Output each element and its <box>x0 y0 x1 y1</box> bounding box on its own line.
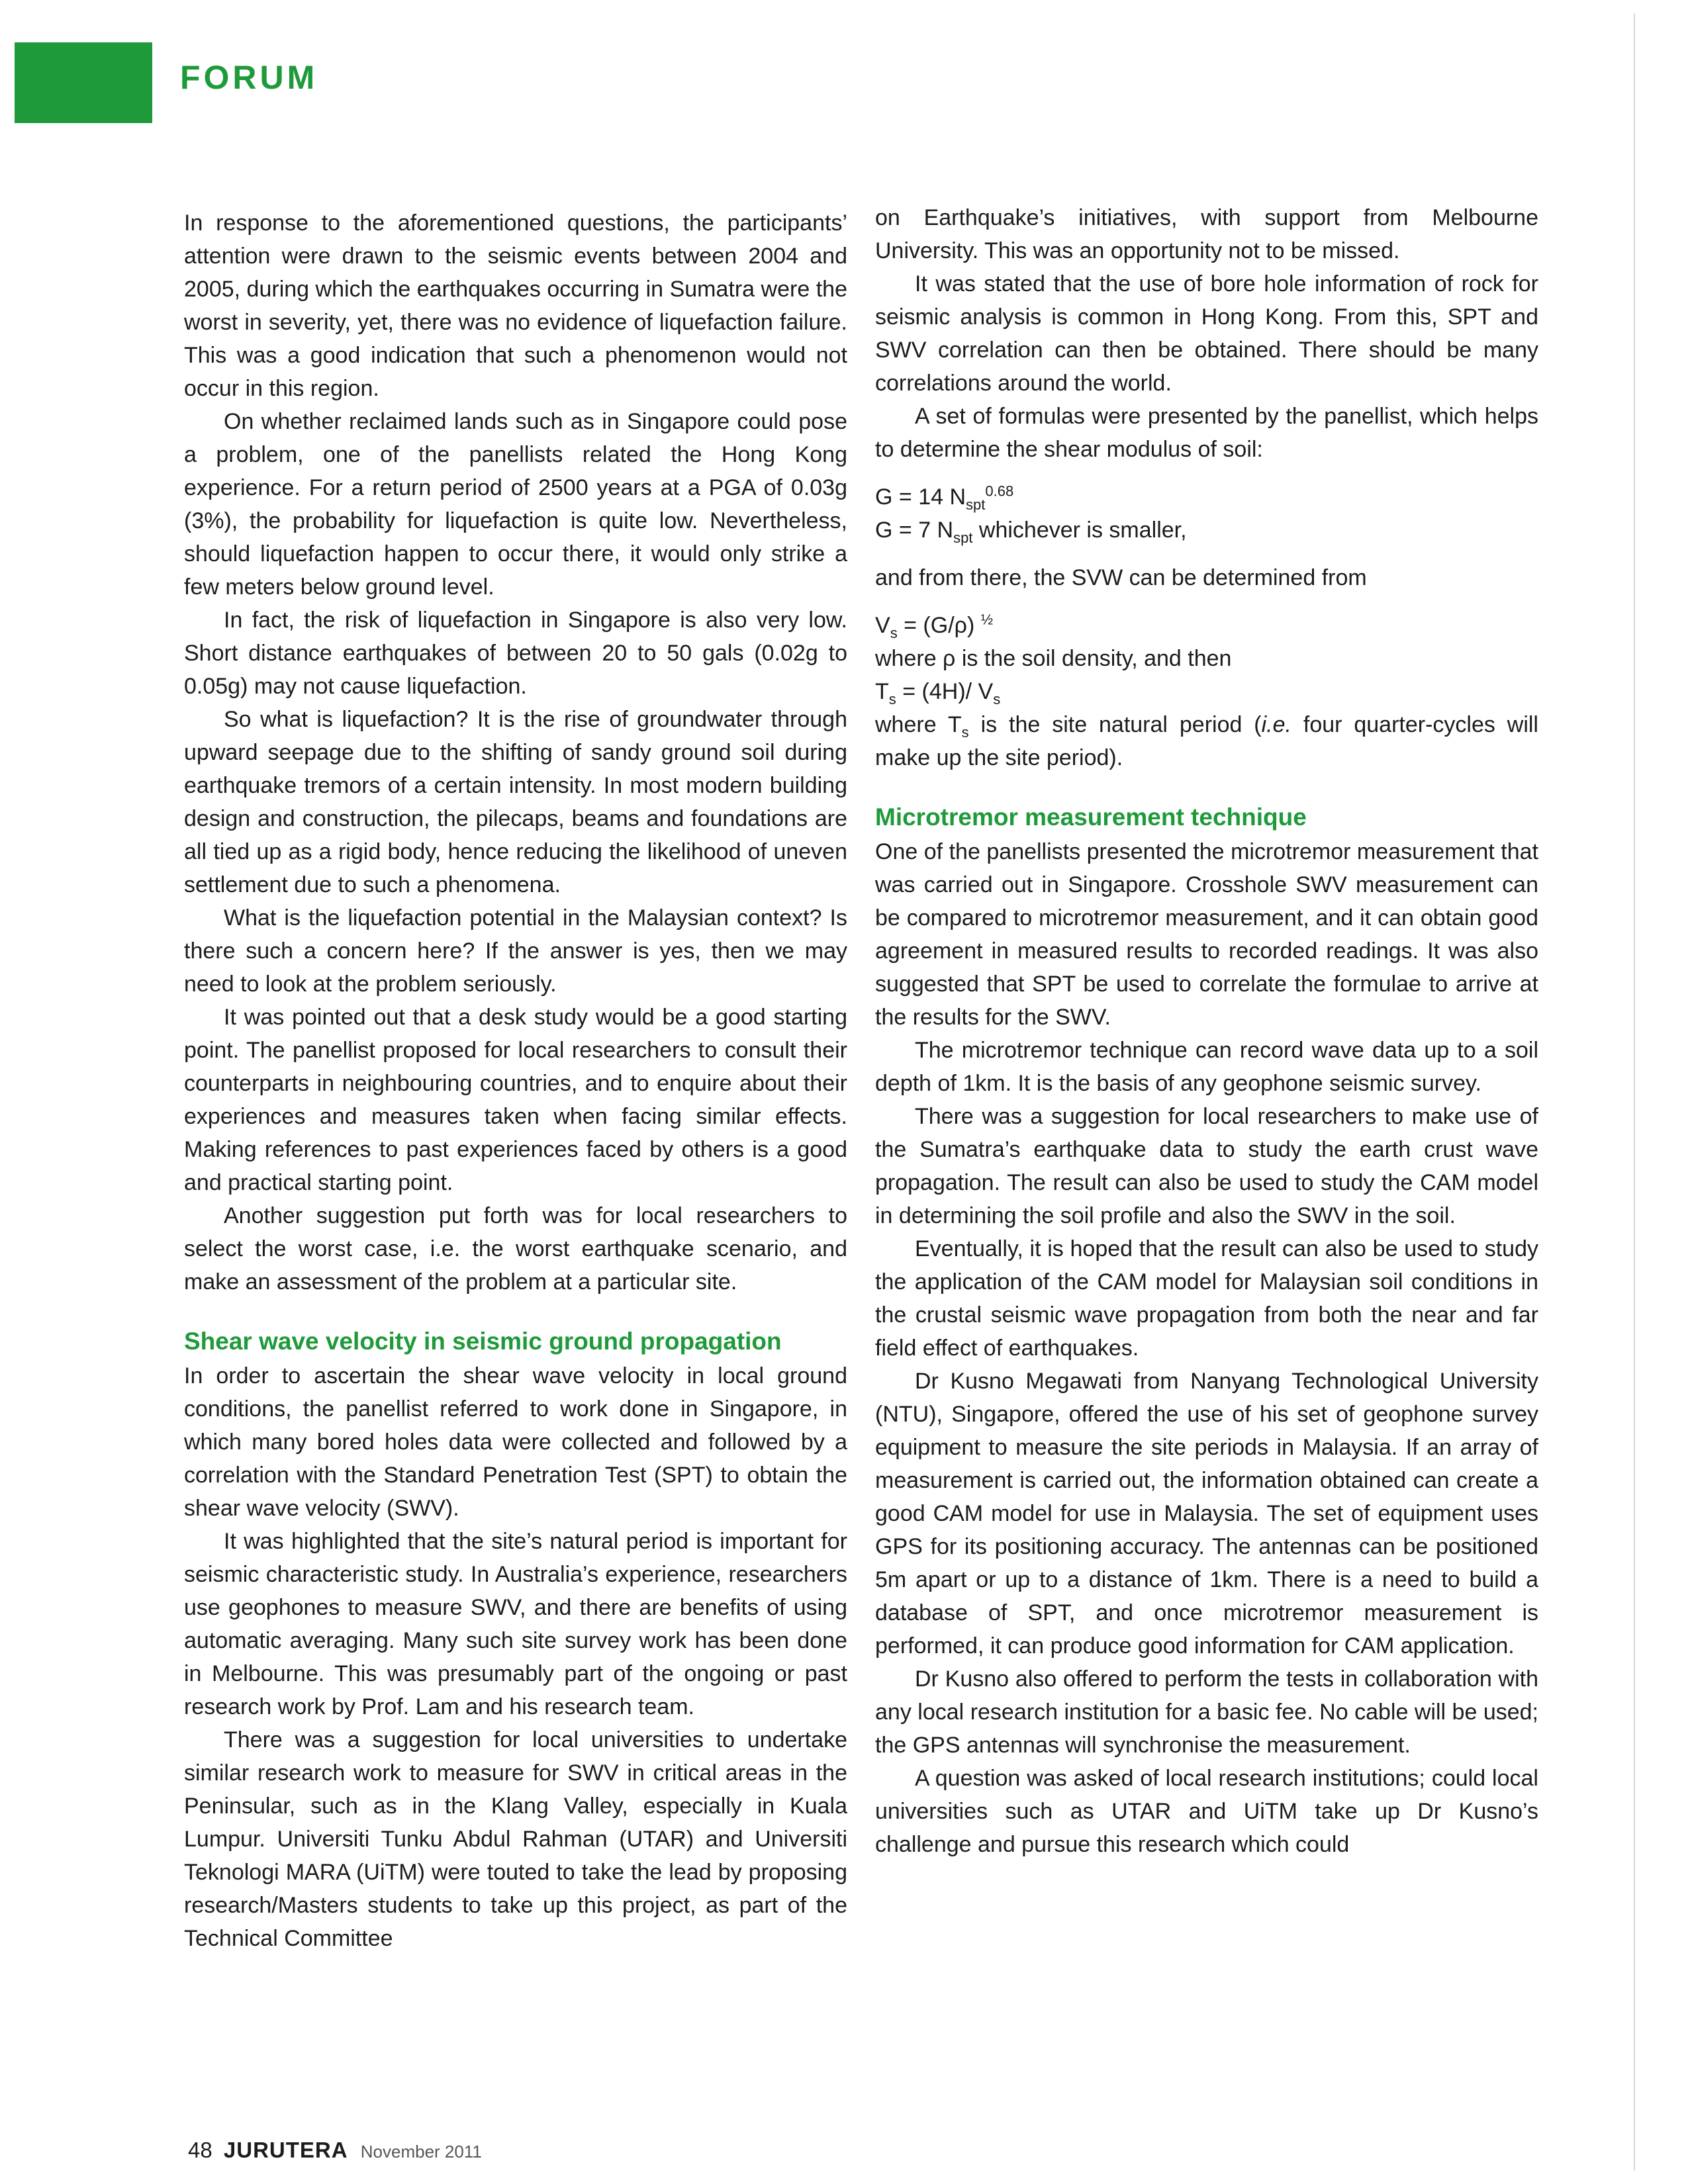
issue-date: November 2011 <box>360 2142 482 2161</box>
subheading-shear-wave: Shear wave velocity in seismic ground propagation <box>184 1328 782 1355</box>
formula-shear-modulus-1: G = 14 $N_{spt}^{0.68}$ <box>875 482 1014 513</box>
right-paragraph: on Earthquake’s initiatives, with support from Melbourne University. This was an opportunity not to be missed. <box>875 205 1538 263</box>
right-paragraph: A question was asked of local research institutions; could local universities such as UTAR and UiTM take up Dr Kusno’s challenge and pursue this research which could <box>875 1766 1538 1857</box>
right-paragraph: Dr Kusno Megawati from Nanyang Technological University (NTU), Singapore, offered the use of his set of geophone survey equipment to measure the site periods in Malaysia. If an array of measurement is carried out, the information obtained can create a good CAM model for use in Malaysia. The set of equipment uses GPS for its positioning accuracy. The antennas can be positioned 5m apart or up to a distance of 1km. There is a need to build a database of SPT, and once microtremor measurement is performed, it can produce good information for CAM application. <box>875 1369 1538 1659</box>
right-column <box>875 201 1538 1861</box>
section-color-block <box>15 42 152 123</box>
left-paragraph: It was pointed out that a desk study would be a good starting point. The panellist proposed for local researchers to consult their counterparts in neighbouring countries, and to enquire about their experiences and measures taken when facing similar effects. Making references to past experiences faced by others is a good and practical starting point. <box>184 1005 847 1195</box>
left-paragraph: In order to ascertain the shear wave velocity in local ground conditions, the panellist referred to work done in Singapore, in which many bored holes data were collected and followed by a correlation with the Standard Penetration Test (SPT) to obtain the shear wave velocity (SWV). <box>184 1363 847 1521</box>
magazine-name: JURUTERA <box>223 2138 348 2162</box>
formula-shear-modulus-2: G = 7 $N_{spt}$ whichever is smaller, <box>875 518 1187 546</box>
left-column <box>184 206 847 1955</box>
formula-site-period: $T_s = (4H)/$ $V_s$ <box>875 679 1001 707</box>
left-paragraph: In response to the aforementioned questions, the participants’ attention were drawn to the seismic events between 2004 and 2005, during which the earthquakes occurring in Sumatra were the worst in severity, yet, there was no evidence of liquefaction failure. This was a good indication that such a phenomenon would not occur in this region. <box>184 210 847 401</box>
left-paragraph: In fact, the risk of liquefaction in Singapore is also very low. Short distance earthquakes of between 20 to 50 gals (0.02g to 0.05g) may not cause liquefaction. <box>184 608 847 699</box>
left-paragraph: It was highlighted that the site’s natural period is important for seismic characteristic study. In Australia’s experience, researchers use geophones to measure SWV, and there are benefits of using automatic averaging. Many such site survey work has been done in Melbourne. This was presumably part of the ongoing or past research work by Prof. Lam and his research team. <box>184 1529 847 1719</box>
right-paragraph: It was stated that the use of bore hole information of rock for seismic analysis is common in Hong Kong. From this, SPT and SWV correlation can then be obtained. There should be many correlations around the world. <box>875 271 1538 396</box>
section-title: FORUM <box>180 59 318 96</box>
right-paragraph: One of the panellists presented the microtremor measurement that was carried out in Singapore. Crosshole SWV measurement can be compared to microtremor measurement, and it can obtain good agreement in measured results to recorded readings. It was also suggested that SPT be used to correlate the formulae to arrive at the results for the SWV. <box>875 839 1538 1030</box>
left-paragraph: What is the liquefaction potential in the Malaysian context? Is there such a concern here? If the answer is yes, then we may need to look at the problem seriously. <box>184 905 847 997</box>
formula-shear-velocity: $V_s = (G/\rho)$ $^{\frac{1}{2}}$ <box>875 611 994 641</box>
right-paragraph: The microtremor technique can record wave data up to a soil depth of 1km. It is the basis of any geophone seismic survey. <box>875 1038 1538 1096</box>
left-paragraph: On whether reclaimed lands such as in Singapore could pose a problem, one of the panellists related the Hong Kong experience. For a return period of 2500 years at a PGA of 0.03g (3%), the probability for liquefaction is quite low. Nevertheless, should liquefaction happen to occur there, it would only strike a few meters below ground level. <box>184 409 847 600</box>
left-paragraph: Another suggestion put forth was for local researchers to select the worst case, i.e. the worst earthquake scenario, and make an assessment of the problem at a particular site. <box>184 1203 847 1295</box>
right-text-svw: and from there, the SVW can be determined from <box>875 565 1367 590</box>
right-paragraph: There was a suggestion for local researchers to make use of the Sumatra’s earthquake data to study the earth crust wave propagation. The result can also be used to study the CAM model in determining the soil profile and also the SWV in the soil. <box>875 1104 1538 1228</box>
page-number: 48 <box>188 2138 212 2162</box>
left-paragraph: So what is liquefaction? It is the rise of groundwater through upward seepage due to the shifting of sandy ground soil during earthquake tremors of a certain intensity. In most modern building design and construction, the pilecaps, beams and foundations are all tied up as a rigid body, hence reducing the likelihood of uneven settlement due to such a phenomena. <box>184 707 847 897</box>
left-paragraph: There was a suggestion for local universities to undertake similar research work to measure for SWV in critical areas in the Peninsular, such as in the Klang Valley, especially in Kuala Lumpur. Universiti Tunku Abdul Rahman (UTAR) and Universiti Teknologi MARA (UiTM) were touted to take the lead by proposing research/Masters students to take up this project, as part of the Technical Committee <box>184 1727 847 1951</box>
page-edge-divider <box>1634 13 1635 2171</box>
right-paragraph: Eventually, it is hoped that the result can also be used to study the application of the CAM model for Malaysian soil conditions in the crustal seismic wave propagation from both the near and far field effect of earthquakes. <box>875 1236 1538 1361</box>
right-paragraph: A set of formulas were presented by the panellist, which helps to determine the shear modulus of soil: <box>875 404 1538 462</box>
subheading-microtremor: Microtremor measurement technique <box>875 803 1307 831</box>
right-text-site-period: where $T_s$ is the site natural period (i.e. four quarter-cycles will make up the site period). <box>875 712 1538 770</box>
page-footer <box>188 2138 482 2163</box>
right-text-rho: where ρ is the soil density, and then <box>875 646 1232 671</box>
right-paragraph: Dr Kusno also offered to perform the tests in collaboration with any local research institution for a basic fee. No cable will be used; the GPS antennas will synchronise the measurement. <box>875 1666 1538 1758</box>
